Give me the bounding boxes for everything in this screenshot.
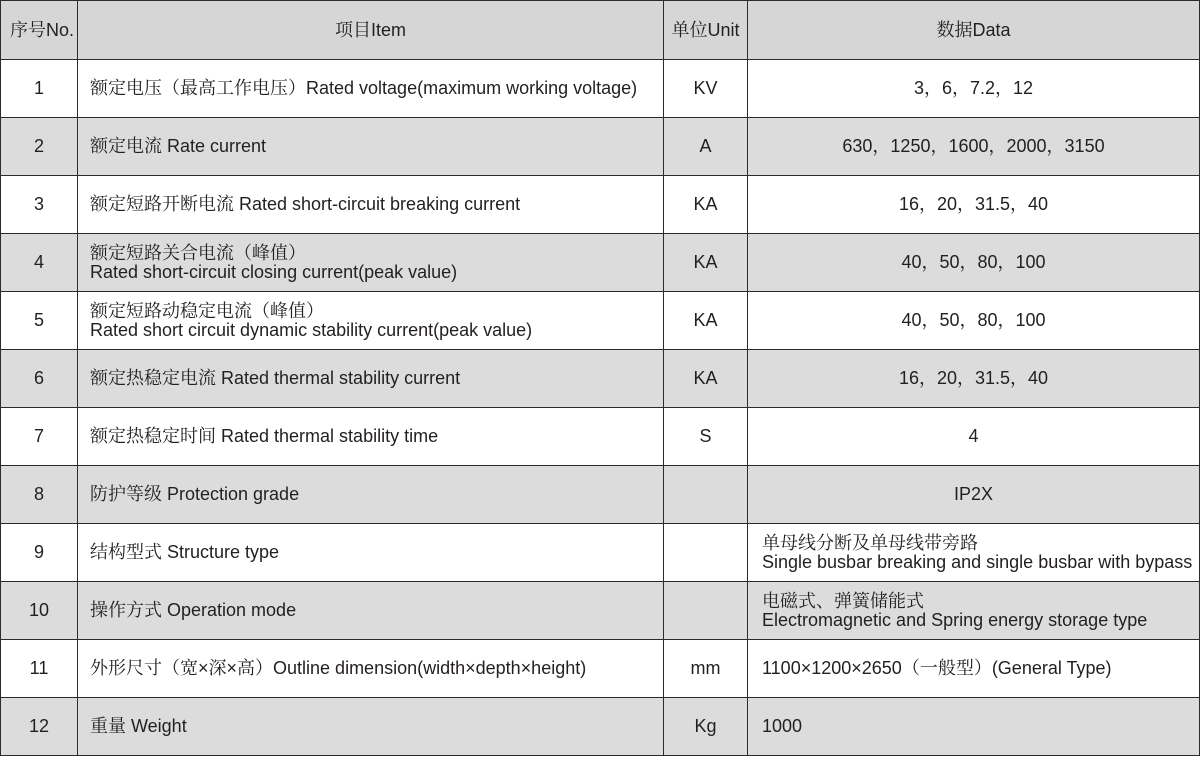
table-row <box>1 60 1200 118</box>
row-item-en: Rated short-circuit closing current(peak value) <box>90 261 458 282</box>
row-item-cn: 额定短路动稳定电流（峰值） <box>90 300 324 321</box>
table-row <box>1 524 1200 582</box>
table-row <box>1 582 1200 640</box>
row-item-cn: 额定热稳定时间 Rated thermal stability time <box>90 426 439 446</box>
row-data: IP2X <box>748 466 1200 524</box>
row-unit: KA <box>664 176 748 234</box>
table-row <box>1 640 1200 698</box>
row-data-en: Single busbar breaking and single busbar with bypass <box>762 551 1193 572</box>
row-unit: Kg <box>664 698 748 756</box>
row-item-cn: 额定电压（最高工作电压）Rated voltage(maximum working voltage) <box>90 78 638 98</box>
row-no: 8 <box>1 466 78 524</box>
row-data <box>748 582 1200 640</box>
row-item <box>78 350 664 408</box>
row-data: 3，6，7.2，12 <box>748 60 1200 118</box>
row-no: 4 <box>1 234 78 292</box>
row-unit: KV <box>664 60 748 118</box>
row-item-cn: 额定热稳定电流 Rated thermal stability current <box>90 368 461 388</box>
row-data: 4 <box>748 408 1200 466</box>
row-item <box>78 582 664 640</box>
row-unit <box>664 582 748 640</box>
row-item <box>78 118 664 176</box>
row-no: 6 <box>1 350 78 408</box>
row-unit <box>664 466 748 524</box>
table-row <box>1 698 1200 756</box>
row-data <box>748 524 1200 582</box>
row-no: 1 <box>1 60 78 118</box>
row-data-cn: 电磁式、弹簧储能式 <box>762 590 924 611</box>
row-item <box>78 176 664 234</box>
row-item <box>78 408 664 466</box>
table-row <box>1 234 1200 292</box>
row-item-cn: 重量 Weight <box>90 716 187 736</box>
row-no: 7 <box>1 408 78 466</box>
row-item-cn: 外形尺寸（宽×深×高）Outline dimension(width×depth×height) <box>90 658 587 678</box>
row-item <box>78 234 664 292</box>
row-item <box>78 640 664 698</box>
row-item-cn: 额定短路开断电流 Rated short-circuit breaking current <box>90 194 521 214</box>
row-no: 3 <box>1 176 78 234</box>
row-item-cn: 额定电流 Rate current <box>90 136 267 156</box>
row-no: 12 <box>1 698 78 756</box>
table-row <box>1 408 1200 466</box>
row-no: 9 <box>1 524 78 582</box>
row-data: 630，1250，1600，2000，3150 <box>748 118 1200 176</box>
row-item-cn: 结构型式 Structure type <box>90 542 280 562</box>
row-no: 11 <box>1 640 78 698</box>
row-item <box>78 466 664 524</box>
row-no: 10 <box>1 582 78 640</box>
table-header-row <box>1 1 1200 60</box>
row-item-cn: 操作方式 Operation mode <box>90 600 297 620</box>
table-row <box>1 350 1200 408</box>
row-unit <box>664 524 748 582</box>
row-data-cn: 单母线分断及单母线带旁路 <box>762 532 978 553</box>
row-unit: KA <box>664 234 748 292</box>
header-unit: 单位Unit <box>664 1 748 60</box>
row-no: 5 <box>1 292 78 350</box>
table-row <box>1 176 1200 234</box>
header-no: 序号No. <box>1 1 78 60</box>
row-item <box>78 292 664 350</box>
table-row <box>1 466 1200 524</box>
row-data: 16，20，31.5，40 <box>748 176 1200 234</box>
row-no: 2 <box>1 118 78 176</box>
header-data: 数据Data <box>748 1 1200 60</box>
row-unit: KA <box>664 292 748 350</box>
header-item: 项目Item <box>78 1 664 60</box>
row-data: 1000 <box>748 698 1200 756</box>
row-item-en: Rated short circuit dynamic stability current(peak value) <box>90 319 533 340</box>
row-data: 40，50，80，100 <box>748 292 1200 350</box>
row-unit: KA <box>664 350 748 408</box>
row-data: 1100×1200×2650（一般型）(General Type) <box>748 640 1200 698</box>
row-unit: mm <box>664 640 748 698</box>
row-item <box>78 524 664 582</box>
row-unit: A <box>664 118 748 176</box>
row-item <box>78 60 664 118</box>
row-item <box>78 698 664 756</box>
table-row <box>1 118 1200 176</box>
row-item-cn: 额定短路关合电流（峰值） <box>90 242 306 263</box>
row-data: 40，50，80，100 <box>748 234 1200 292</box>
row-data: 16，20，31.5，40 <box>748 350 1200 408</box>
row-item-cn: 防护等级 Protection grade <box>90 484 300 504</box>
row-data-en: Electromagnetic and Spring energy storage type <box>762 609 1148 630</box>
row-unit: S <box>664 408 748 466</box>
table-row <box>1 292 1200 350</box>
